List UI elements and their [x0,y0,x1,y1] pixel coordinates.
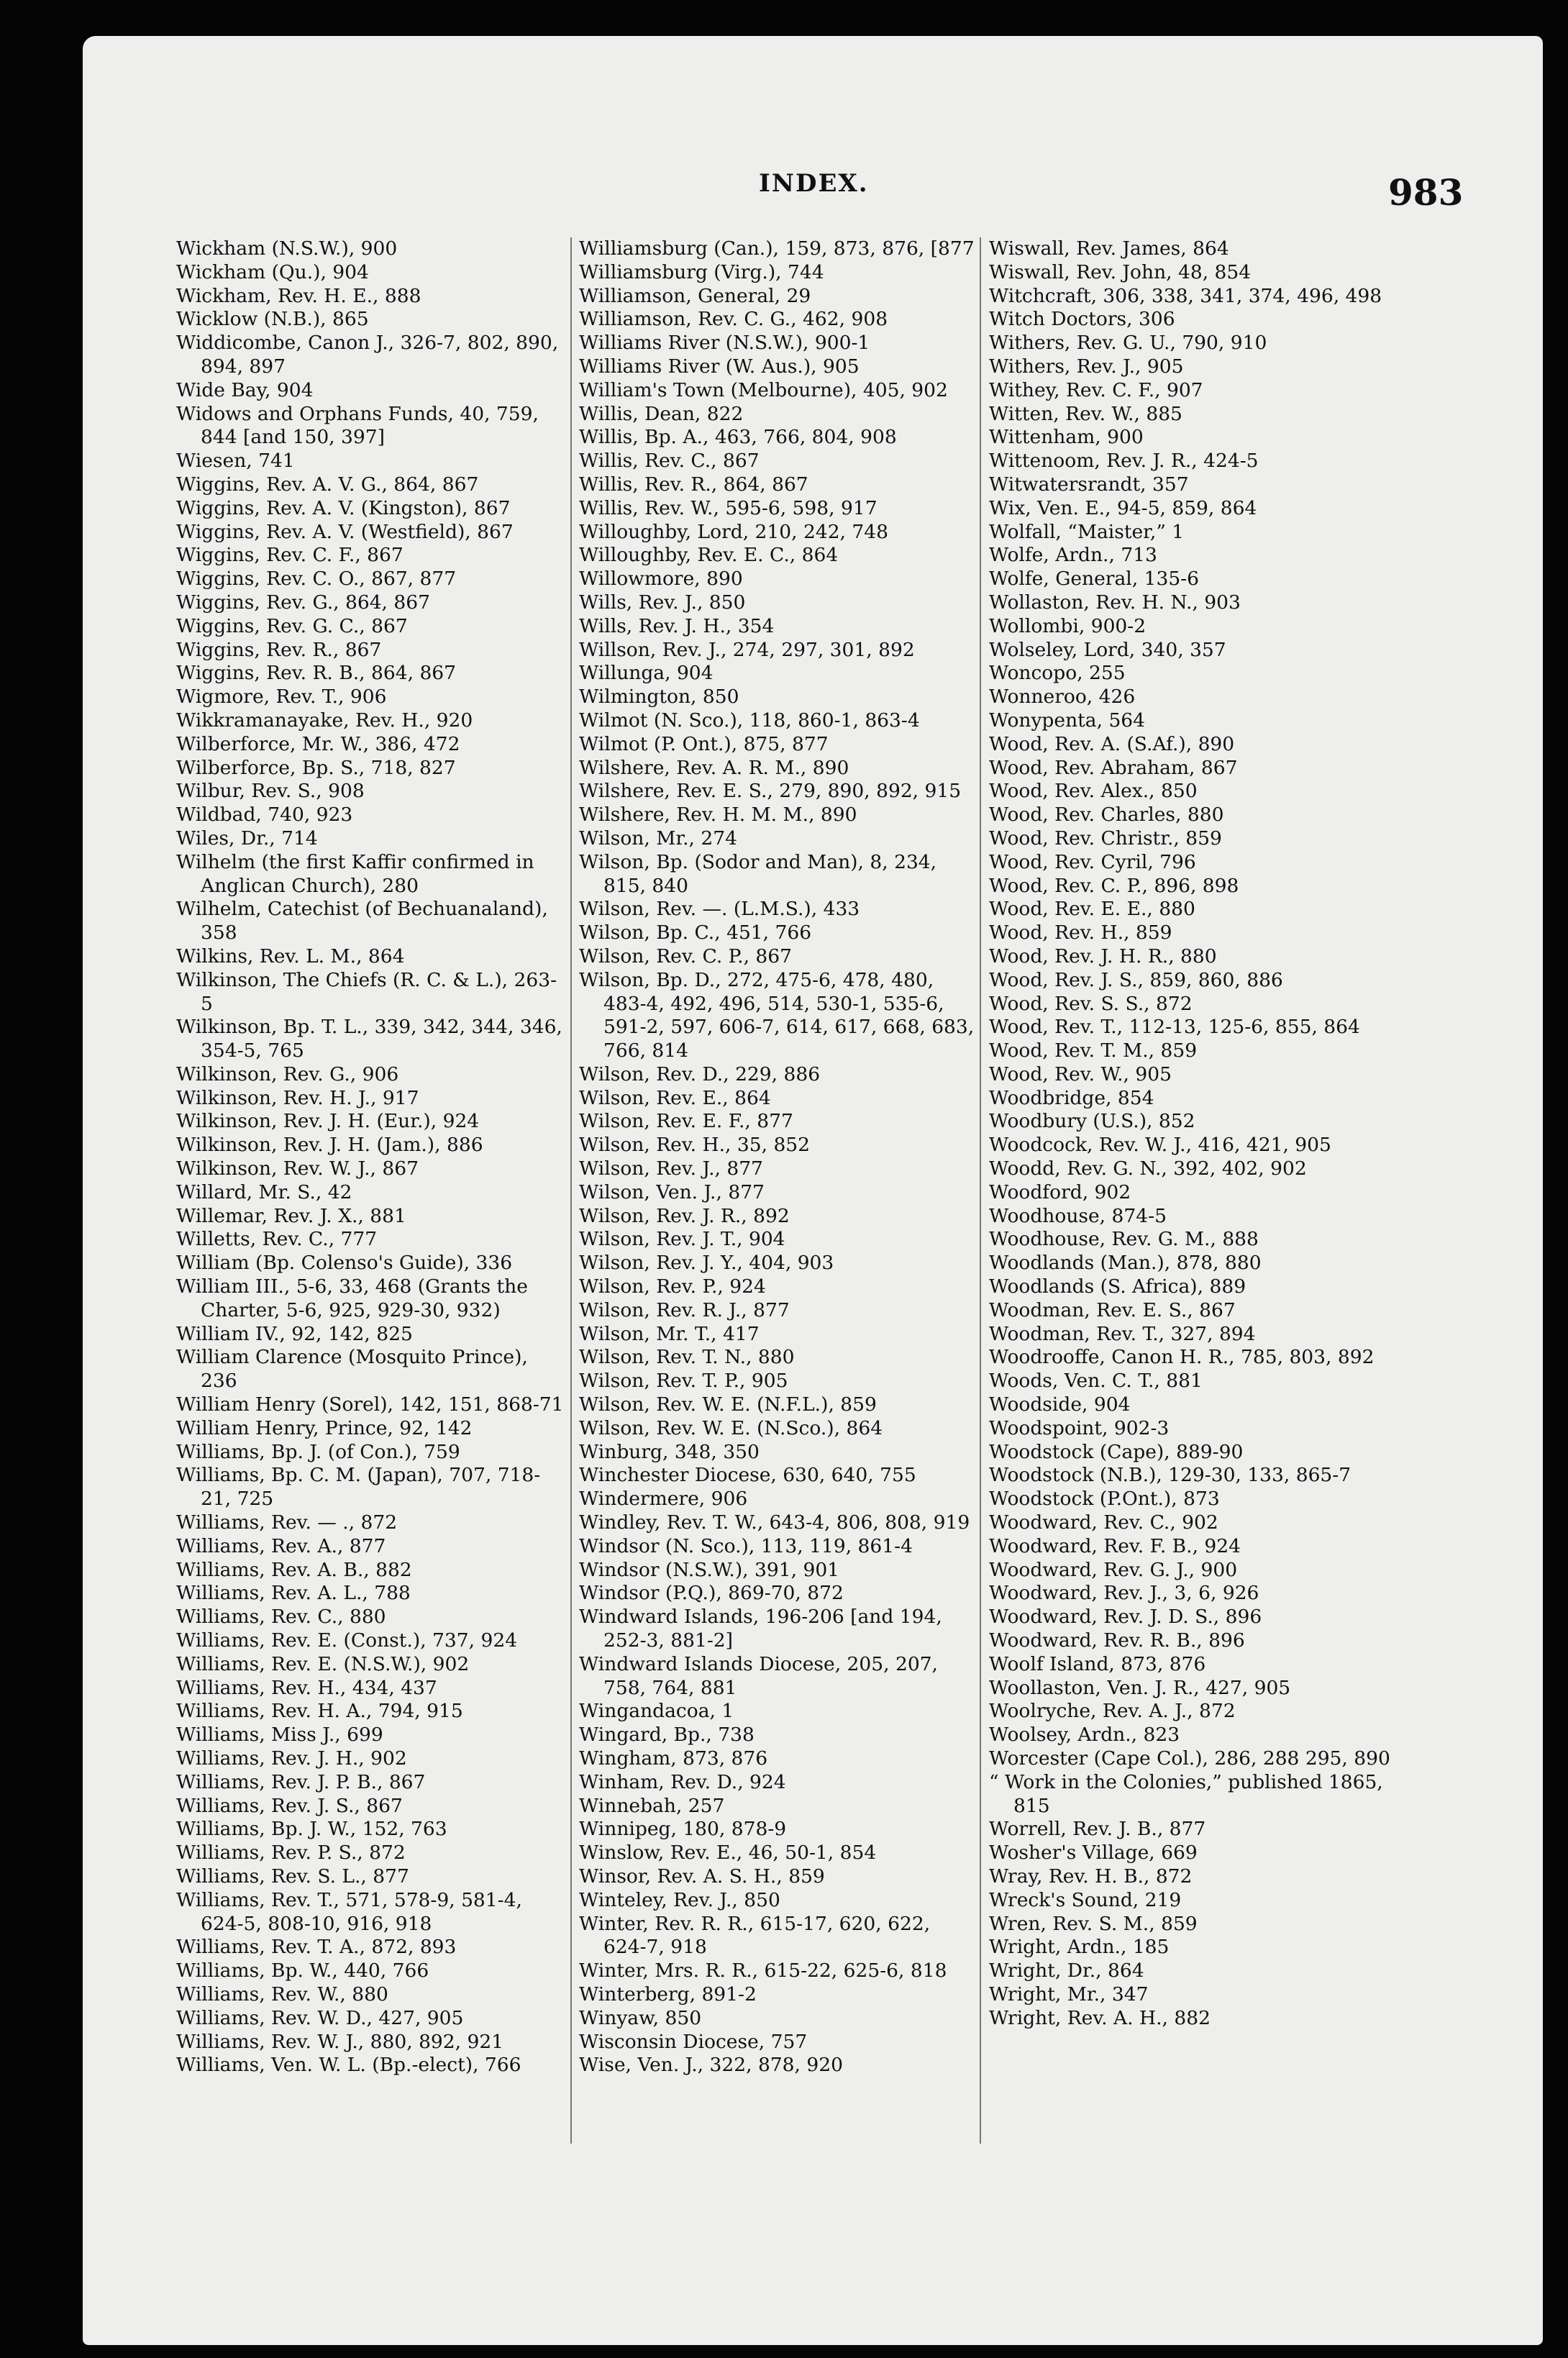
index-entry: Woodcock, Rev. W. J., 416, 421, 905 [989,1134,1331,1157]
column-divider [980,237,981,2144]
index-entry: Wickham (Qu.), 904 [176,260,369,283]
index-entry: Wilson, Rev. J., 877 [579,1157,763,1180]
index-entry: William Clarence (Mosquito Prince), 236 [176,1346,528,1393]
index-entry: Willis, Dean, 822 [579,402,744,425]
index-entry: Windsor (N. Sco.), 113, 119, 861-4 [579,1534,913,1557]
index-entry: Williams, Bp. J. (of Con.), 759 [176,1440,460,1463]
index-entry: Wilmot (N. Sco.), 118, 860-1, 863-4 [579,709,920,732]
index-entry: Wilson, Rev. W. E. (N.Sco.), 864 [579,1416,883,1439]
index-entry: William (Bp. Colenso's Guide), 336 [176,1252,513,1275]
index-entry: Wiggins, Rev. C. F., 867 [176,544,404,567]
index-entry: Willoughby, Lord, 210, 242, 748 [579,520,888,543]
index-entry: Wilson, Rev. J. R., 892 [579,1204,790,1227]
index-entry: Woods, Ven. C. T., 881 [989,1370,1203,1393]
index-entry: Woodstock (Cape), 889-90 [989,1440,1244,1463]
index-entry: Woodlands (S. Africa), 889 [989,1275,1246,1298]
index-entry: Windward Islands, 196-206 [and 194, 252-3, 881-2] [579,1606,942,1652]
index-entry: Woodstock (P.Ont.), 873 [989,1488,1220,1511]
index-entry: Wood, Rev. Abraham, 867 [989,756,1238,779]
index-entry: Woodhouse, 874-5 [989,1204,1167,1227]
index-entry: Windsor (P.Q.), 869-70, 872 [579,1582,844,1605]
index-entry: Wilshere, Rev. E. S., 279, 890, 892, 915 [579,780,962,803]
index-entry: Willunga, 904 [579,662,714,685]
index-entry: Woodbury (U.S.), 852 [989,1110,1195,1133]
index-entry: Willoughby, Rev. E. C., 864 [579,544,839,567]
index-entry: Woodward, Rev. C., 902 [989,1511,1218,1534]
index-entry: Wray, Rev. H. B., 872 [989,1865,1193,1888]
index-entry: Williams, Ven. W. L. (Bp.-elect), 766 [176,2054,521,2077]
index-entry: Willis, Rev. R., 864, 867 [579,473,808,496]
index-entry: Wood, Rev. Cyril, 796 [989,850,1196,873]
index-entry: Williams, Rev. S. L., 877 [176,1865,409,1888]
index-entry: Wilmot (P. Ont.), 875, 877 [579,732,829,755]
index-entry: Williamson, General, 29 [579,284,811,307]
index-entry: Williams, Bp. J. W., 152, 763 [176,1818,447,1841]
index-entry: Woolryche, Rev. A. J., 872 [989,1700,1236,1723]
index-entry: Withers, Rev. G. U., 790, 910 [989,332,1267,355]
index-entry: Wickham, Rev. H. E., 888 [176,284,421,307]
index-entry: Wiggins, Rev. G., 864, 867 [176,591,430,614]
index-entry: Wood, Rev. T., 112-13, 125-6, 855, 864 [989,1016,1360,1039]
index-entry: Wolfe, General, 135-6 [989,568,1199,591]
index-entry: Willowmore, 890 [579,568,743,591]
index-entry: Wiggins, Rev. R., 867 [176,638,382,661]
index-entry: Woodford, 902 [989,1180,1131,1203]
index-entry: Wiggins, Rev. A. V. (Westfield), 867 [176,520,514,543]
index-entry: Williams, Rev. H. A., 794, 915 [176,1700,463,1723]
index-entry: Wright, Dr., 864 [989,1959,1144,1983]
index-entry: Woodrooffe, Canon H. R., 785, 803, 892 [989,1346,1375,1369]
index-entry: Wiswall, Rev. John, 48, 854 [989,260,1252,283]
index-entry: Witten, Rev. W., 885 [989,402,1182,425]
index-entry: Williams, Bp. W., 440, 766 [176,1959,429,1983]
index-entry: Wiggins, Rev. A. V. (Kingston), 867 [176,496,511,519]
index-entry: Willis, Rev. W., 595-6, 598, 917 [579,496,878,519]
index-entry: Widdicombe, Canon J., 326-7, 802, 890, 894, 897 [176,332,559,378]
index-entry: Windley, Rev. T. W., 643-4, 806, 808, 919 [579,1511,970,1534]
column-divider [570,237,572,2144]
index-entry: Wise, Ven. J., 322, 878, 920 [579,2054,843,2077]
index-entry: Williams, Rev. T., 571, 578-9, 581-4, 624-5, 808-10, 916, 918 [176,1888,522,1935]
index-column-1 [176,237,568,2077]
index-entry: Williams, Rev. — ., 872 [176,1511,398,1534]
index-entry: Wonneroo, 426 [989,686,1136,709]
index-entry: Wilkinson, Bp. T. L., 339, 342, 344, 346, 354-5, 765 [176,1016,562,1062]
index-entry: Wilson, Rev. D., 229, 886 [579,1062,821,1085]
index-entry: Wood, Rev. W., 905 [989,1062,1172,1085]
index-entry: Williams, Rev. W. D., 427, 905 [176,2006,464,2029]
index-entry: Woolf Island, 873, 876 [989,1652,1206,1675]
index-entry: Wilson, Rev. E. F., 877 [579,1110,793,1133]
index-entry: Wilson, Rev. T. N., 880 [579,1346,795,1369]
index-entry: Williams, Rev. H., 434, 437 [176,1676,437,1699]
index-entry: Wood, Rev. J. S., 859, 860, 886 [989,968,1283,991]
index-entry: Wren, Rev. S. M., 859 [989,1912,1198,1935]
index-entry: Widows and Orphans Funds, 40, 759, 844 [and 150, 397] [176,402,539,449]
index-entry: Wilshere, Rev. A. R. M., 890 [579,756,849,779]
index-entry: Wood, Rev. J. H. R., 880 [989,944,1217,968]
index-entry: Williams, Rev. J. H., 902 [176,1747,407,1770]
index-entry: Wilkinson, Rev. J. H. (Eur.), 924 [176,1110,480,1133]
index-entry: Wilmington, 850 [579,686,739,709]
index-entry: William Henry (Sorel), 142, 151, 868-71 [176,1393,564,1416]
index-entry: Winsor, Rev. A. S. H., 859 [579,1865,825,1888]
index-entry: Wickham (N.S.W.), 900 [176,237,398,260]
index-entry: Woncopo, 255 [989,662,1126,685]
index-entry: Wisconsin Diocese, 757 [579,2030,808,2053]
index-entry: Winter, Rev. R. R., 615-17, 620, 622, 624-7, 918 [579,1912,931,1959]
index-entry: Wilkinson, Rev. H. J., 917 [176,1086,419,1109]
index-entry: Winslow, Rev. E., 46, 50-1, 854 [579,1842,877,1865]
index-entry: Wilson, Bp. D., 272, 475-6, 478, 480, 483-4, 492, 496, 514, 530-1, 535-6, 591-2, 597, 606-7, 614, 617, 668, 683, 766, 814 [579,968,975,1062]
index-entry: Wilson, Rev. J. Y., 404, 903 [579,1252,834,1275]
index-entry: Williamsburg (Can.), 159, 873, 876, [877 [579,237,975,260]
index-entry: Winham, Rev. D., 924 [579,1770,786,1793]
index-entry: Wilkinson, Rev. G., 906 [176,1062,399,1085]
index-entry: Woollaston, Ven. J. R., 427, 905 [989,1676,1291,1699]
page-title: INDEX. [759,169,869,198]
index-entry: Witch Doctors, 306 [989,308,1175,331]
index-entry: Williams River (W. Aus.), 905 [579,355,860,378]
index-entry: Wood, Rev. Alex., 850 [989,780,1198,803]
index-entry: Wilson, Rev. T. P., 905 [579,1370,788,1393]
index-entry: Woodstock (N.B.), 129-30, 133, 865-7 [989,1464,1352,1487]
index-entry: Winchester Diocese, 630, 640, 755 [579,1464,916,1487]
index-column-2 [579,237,978,2077]
index-entry: Wilkinson, Rev. J. H. (Jam.), 886 [176,1134,483,1157]
index-entry: Winnipeg, 180, 878-9 [579,1818,787,1841]
index-entry: Wolfe, Ardn., 713 [989,544,1157,567]
index-entry: Windermere, 906 [579,1488,748,1511]
index-entry: Williams, Rev. P. S., 872 [176,1842,406,1865]
index-entry: Williams, Rev. E. (N.S.W.), 902 [176,1652,470,1675]
index-entry: Woodbridge, 854 [989,1086,1154,1109]
index-entry: Woodhouse, Rev. G. M., 888 [989,1228,1259,1251]
index-entry: Wright, Ardn., 185 [989,1936,1170,1959]
index-entry: Wiggins, Rev. A. V. G., 864, 867 [176,473,479,496]
index-entry: Wilson, Rev. J. T., 904 [579,1228,785,1251]
index-entry: Wilson, Rev. R. J., 877 [579,1298,790,1321]
index-entry: Willard, Mr. S., 42 [176,1180,352,1203]
index-entry: Wingard, Bp., 738 [579,1724,755,1747]
index-entry: Wilson, Rev. P., 924 [579,1275,766,1298]
index-entry: Woodward, Rev. J. D. S., 896 [989,1606,1262,1629]
index-entry: Wills, Rev. J. H., 354 [579,614,775,637]
index-entry: Windward Islands Diocese, 205, 207, 758, 764, 881 [579,1652,938,1699]
index-entry: Withey, Rev. C. F., 907 [989,378,1203,401]
index-entry: Wilbur, Rev. S., 908 [176,780,365,803]
index-entry: Wonypenta, 564 [989,709,1146,732]
index-entry: Wollombi, 900-2 [989,614,1147,637]
index-entry: Wilson, Rev. —. (L.M.S.), 433 [579,898,860,921]
index-entry: Wood, Rev. C. P., 896, 898 [989,874,1239,897]
index-entry: Williams, Miss J., 699 [176,1724,383,1747]
index-entry: Williams, Rev. T. A., 872, 893 [176,1936,457,1959]
index-entry: Wood, Rev. E. E., 880 [989,898,1195,921]
index-entry: Wiswall, Rev. James, 864 [989,237,1229,260]
index-entry: Woodside, 904 [989,1393,1131,1416]
index-entry: Wreck's Sound, 219 [989,1888,1182,1911]
index-entry: Willis, Bp. A., 463, 766, 804, 908 [579,426,897,449]
index-entry: Woodward, Rev. G. J., 900 [989,1558,1238,1581]
index-entry: Wilson, Mr. T., 417 [579,1322,760,1345]
index-entry: Williams, Rev. J. P. B., 867 [176,1770,426,1793]
index-entry: Wiggins, Rev. G. C., 867 [176,614,408,637]
index-entry: Worcester (Cape Col.), 286, 288 295, 890 [989,1747,1390,1770]
index-entry: Wilson, Rev. H., 35, 852 [579,1134,811,1157]
index-entry: Willetts, Rev. C., 777 [176,1228,378,1251]
index-entry: Wigmore, Rev. T., 906 [176,686,387,709]
index-entry: Wright, Mr., 347 [989,1983,1149,2006]
index-entry: Withers, Rev. J., 905 [989,355,1184,378]
index-entry: Wright, Rev. A. H., 882 [989,2006,1211,2029]
index-entry: Wollaston, Rev. H. N., 903 [989,591,1241,614]
index-entry: Williams, Rev. A. L., 788 [176,1582,411,1605]
index-entry: Wilkins, Rev. L. M., 864 [176,944,405,968]
index-entry: Wilson, Rev. W. E. (N.F.L.), 859 [579,1393,877,1416]
index-entry: Woodman, Rev. E. S., 867 [989,1298,1236,1321]
index-entry: “ Work in the Colonies,” published 1865, 815 [989,1770,1383,1817]
index-entry: Williams, Bp. C. M. (Japan), 707, 718-21, 725 [176,1464,541,1511]
index-entry: Wicklow (N.B.), 865 [176,308,369,331]
index-entry: Wood, Rev. T. M., 859 [989,1039,1198,1062]
index-entry: Winterberg, 891-2 [579,1983,757,2006]
index-entry: Woodlands (Man.), 878, 880 [989,1252,1262,1275]
index-entry: Wilberforce, Bp. S., 718, 827 [176,756,456,779]
index-entry: Williamsburg (Virg.), 744 [579,260,824,283]
index-entry: Williams River (N.S.W.), 900-1 [579,332,870,355]
index-entry: Willson, Rev. J., 274, 297, 301, 892 [579,638,915,661]
index-entry: Williams, Rev. A. B., 882 [176,1558,412,1581]
index-entry: Wide Bay, 904 [176,378,314,401]
index-entry: William Henry, Prince, 92, 142 [176,1416,473,1439]
index-entry: Wilkinson, Rev. W. J., 867 [176,1157,419,1180]
index-entry: Wood, Rev. Christr., 859 [989,827,1222,850]
index-entry: Wilshere, Rev. H. M. M., 890 [579,804,857,827]
index-entry: Wilhelm (the first Kaffir confirmed in Anglican Church), 280 [176,850,534,897]
index-entry: Winyaw, 850 [579,2006,702,2029]
index-entry: Wiles, Dr., 714 [176,827,318,850]
index-entry: Witwatersrandt, 357 [989,473,1189,496]
index-entry: Wix, Ven. E., 94-5, 859, 864 [989,496,1257,519]
index-entry: Williams, Rev. J. S., 867 [176,1794,403,1817]
index-entry: Williams, Rev. W., 880 [176,1983,388,2006]
index-entry: Worrell, Rev. J. B., 877 [989,1818,1206,1841]
index-entry: Wikkramanayake, Rev. H., 920 [176,709,473,732]
index-entry: Wildbad, 740, 923 [176,804,353,827]
index-entry: Woodward, Rev. J., 3, 6, 926 [989,1582,1259,1605]
index-entry: Woolsey, Ardn., 823 [989,1724,1180,1747]
index-column-3 [989,237,1395,2031]
index-entry: Wingandacoa, 1 [579,1700,734,1723]
index-entry: Wills, Rev. J., 850 [579,591,746,614]
index-entry: Williams, Rev. A., 877 [176,1534,386,1557]
index-entry: Winteley, Rev. J., 850 [579,1888,780,1911]
index-entry: Wood, Rev. A. (S.Af.), 890 [989,732,1235,755]
index-entry: Woodman, Rev. T., 327, 894 [989,1322,1256,1345]
index-entry: Williams, Rev. W. J., 880, 892, 921 [176,2030,504,2053]
index-entry: Williams, Rev. E. (Const.), 737, 924 [176,1629,518,1652]
index-entry: Woodspoint, 902-3 [989,1416,1170,1439]
index-entry: Witchcraft, 306, 338, 341, 374, 496, 498 [989,284,1382,307]
index-entry: Wilberforce, Mr. W., 386, 472 [176,732,460,755]
index-entry: Williams, Rev. C., 880 [176,1606,386,1629]
index-entry: Wingham, 873, 876 [579,1747,768,1770]
index-entry: Wilson, Bp. (Sodor and Man), 8, 234, 815, 840 [579,850,937,897]
index-entry: Wood, Rev. S. S., 872 [989,992,1193,1015]
index-entry: Willis, Rev. C., 867 [579,450,760,473]
index-entry: Willemar, Rev. J. X., 881 [176,1204,406,1227]
index-entry: Wolfall, “Maister,” 1 [989,520,1185,543]
index-entry: Wood, Rev. H., 859 [989,921,1172,944]
page-number: 983 [1388,171,1464,214]
index-entry: Winburg, 348, 350 [579,1440,760,1463]
index-entry: Wiesen, 741 [176,450,295,473]
index-entry: Wilson, Ven. J., 877 [579,1180,765,1203]
index-entry: Winnebah, 257 [579,1794,725,1817]
index-entry: Wittenoom, Rev. J. R., 424-5 [989,450,1259,473]
index-entry: William IV., 92, 142, 825 [176,1322,413,1345]
index-entry: Wilson, Rev. E., 864 [579,1086,771,1109]
index-entry: Wilson, Rev. C. P., 867 [579,944,792,968]
index-entry: Winter, Mrs. R. R., 615-22, 625-6, 818 [579,1959,947,1983]
index-entry: Wilson, Mr., 274 [579,827,737,850]
index-entry: Wilson, Bp. C., 451, 766 [579,921,812,944]
index-entry: William's Town (Melbourne), 405, 902 [579,378,948,401]
index-entry: Wilhelm, Catechist (of Bechuanaland), 358 [176,898,548,944]
index-entry: William III., 5-6, 33, 468 (Grants the Charter, 5-6, 925, 929-30, 932) [176,1275,528,1321]
index-entry: Wiggins, Rev. R. B., 864, 867 [176,662,457,685]
index-entry: Wolseley, Lord, 340, 357 [989,638,1226,661]
index-entry: Wood, Rev. Charles, 880 [989,804,1224,827]
index-entry: Wilkinson, The Chiefs (R. C. & L.), 263-5 [176,968,557,1015]
index-entry: Woodd, Rev. G. N., 392, 402, 902 [989,1157,1307,1180]
index-entry: Wiggins, Rev. C. O., 867, 877 [176,568,457,591]
index-entry: Wosher's Village, 669 [989,1842,1198,1865]
index-entry: Windsor (N.S.W.), 391, 901 [579,1558,840,1581]
index-entry: Woodward, Rev. F. B., 924 [989,1534,1241,1557]
index-entry: Woodward, Rev. R. B., 896 [989,1629,1245,1652]
index-entry: Williamson, Rev. C. G., 462, 908 [579,308,888,331]
index-entry: Wittenham, 900 [989,426,1144,449]
